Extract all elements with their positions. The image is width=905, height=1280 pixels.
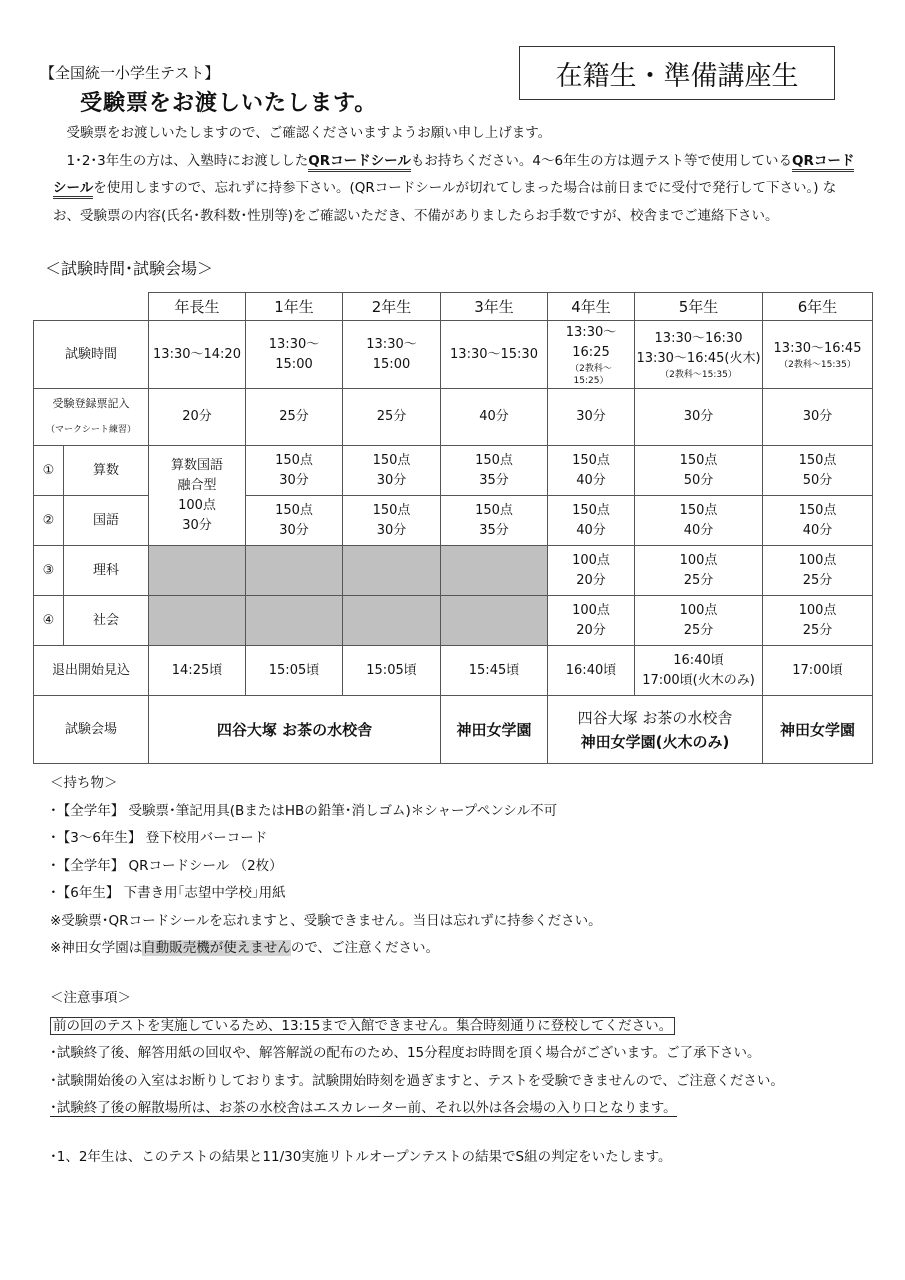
note-item: ･試験終了後の解散場所は、お茶の水校舎はエスカレーター前、それ以外は各会場の入り口となります。 xyxy=(50,1100,677,1116)
grade-header: 年長生 xyxy=(149,293,246,321)
grade-header: 6年生 xyxy=(763,293,873,321)
belonging-item: ･【全学年】 受験票･筆記用具(BまたはHBの鉛筆･消しゴム)＊シャープペンシル不可 xyxy=(50,802,558,819)
exam-time-row xyxy=(34,321,873,389)
vending-highlight: 自動販売機が使えません xyxy=(142,940,291,956)
exam-time-cell: 13:30～ 15:00 xyxy=(343,321,441,389)
note-item: ･試験終了後、解答用紙の回収や、解答解説の配布のため、15分程度お時間を頂く場合がございます。ご了承下さい。 xyxy=(50,1045,761,1061)
score-time-cell: 150点 30分 xyxy=(246,446,343,496)
venue-kinder-to-2: 四谷大塚 お茶の水校舎 xyxy=(149,696,441,764)
subject-name: 算数 xyxy=(64,446,149,496)
subject-number: ② xyxy=(34,496,64,546)
subject-row-science xyxy=(34,546,873,596)
subject-name: 理科 xyxy=(64,546,149,596)
notes-heading: ＜注意事項＞ xyxy=(50,990,131,1006)
shaded-cell xyxy=(149,596,246,646)
page-title: 受験票をお渡しいたします。 xyxy=(80,91,378,116)
registration-time-cell: 30分 xyxy=(763,389,873,446)
grade-header: 3年生 xyxy=(441,293,548,321)
venue-grade6: 神田女学園 xyxy=(763,696,873,764)
subject-number: ③ xyxy=(34,546,64,596)
subject-number: ① xyxy=(34,446,64,496)
belongings-heading: ＜持ち物＞ xyxy=(50,775,118,791)
notes-section xyxy=(50,985,784,1123)
vending-note xyxy=(50,935,602,963)
exam-time-note: （2教科～15:35） xyxy=(779,359,856,370)
intro-text-a: 1･2･3年生の方は、入塾時にお渡しした xyxy=(66,152,309,169)
belonging-item: ※受験票･QRコードシールを忘れますと、受験できません。当日は忘れずに持参ください。 xyxy=(50,912,602,929)
registration-time-cell: 25分 xyxy=(343,389,441,446)
exam-time-cell: 13:30～15:30 xyxy=(441,321,548,389)
qr-sticker-emphasis: QRコードシール xyxy=(53,153,854,200)
score-time-cell: 150点 50分 xyxy=(763,446,873,496)
score-time-cell: 150点 40分 xyxy=(635,496,763,546)
intro-text-b: もお持ちください。4～6年生の方は週テスト等で使用している xyxy=(410,152,793,169)
schedule-table xyxy=(33,292,873,764)
grade-header: 4年生 xyxy=(548,293,635,321)
score-time-cell: 150点 30分 xyxy=(343,446,441,496)
exit-time-row xyxy=(34,646,873,696)
score-time-cell: 150点 40分 xyxy=(548,446,635,496)
exam-time-cell: 13:30～16:30 13:30～16:45(火木) （2教科～15:35） xyxy=(635,321,763,389)
final-note: ･1、2年生は、このテストの結果と11/30実施リトルオープンテストの結果でS組の判定をいたします。 xyxy=(50,1149,672,1165)
exam-time-label: 試験時間 xyxy=(34,321,149,389)
shaded-cell xyxy=(149,546,246,596)
subject-row-math xyxy=(34,446,873,496)
grade-header: 1年生 xyxy=(246,293,343,321)
test-name: 【全国統一小学生テスト】 xyxy=(40,64,220,82)
intro-text-c: を使用しますので、忘れずに持参下さい。(QRコードシールが切れてしまった場合は前日までに受付で発行して下さい。) なお、受験票の内容(氏名･教科数･性別等)をご確認いただき、不備がありましたらお手数ですが、校舎までご連絡下さい。 xyxy=(53,180,837,224)
shaded-cell xyxy=(441,546,548,596)
reg-label: 受験登録票記入 xyxy=(52,397,130,410)
venue-line1: 四谷大塚 お茶の水校舎 xyxy=(577,708,733,727)
reg-sublabel: （マークシート練習） xyxy=(45,425,136,435)
exam-time-cell: 13:30～ 15:00 xyxy=(246,321,343,389)
entry-time-notice: 前の回のテストを実施しているため、13:15まで入館できません。集合時刻通りに登校してください。 xyxy=(50,1017,675,1035)
grade-header: 5年生 xyxy=(635,293,763,321)
exit-time-cell: 14:25頃 xyxy=(149,646,246,696)
venue-line2: 神田女学園(火木のみ) xyxy=(580,732,730,751)
belonging-item: ･【全学年】 QRコードシール （2枚） xyxy=(50,857,283,874)
kinder-combined-cell: 算数国語 融合型 100点 30分 xyxy=(149,446,246,546)
belonging-item: ･【6年生】 下書き用｢志望中学校｣用紙 xyxy=(50,885,286,901)
exam-time-note: （2教科～ 15:25） xyxy=(570,363,612,386)
exit-time-cell: 17:00頃 xyxy=(763,646,873,696)
exit-label: 退出開始見込 xyxy=(34,646,149,696)
score-time-cell: 100点 25分 xyxy=(763,596,873,646)
registration-time-cell: 30分 xyxy=(635,389,763,446)
exam-time-cell: 13:30～ 16:25 （2教科～ 15:25） xyxy=(548,321,635,389)
score-time-cell: 100点 20分 xyxy=(548,596,635,646)
score-time-cell: 150点 35分 xyxy=(441,446,548,496)
venue-row xyxy=(34,696,873,764)
intro-paragraph xyxy=(53,148,863,231)
score-time-cell: 150点 40分 xyxy=(548,496,635,546)
registration-time-cell: 20分 xyxy=(149,389,246,446)
intro-line1: 受験票をお渡しいたしますので、ご確認くださいますようお願い申し上げます。 xyxy=(66,125,552,141)
score-time-cell: 150点 50分 xyxy=(635,446,763,496)
exit-time-cell: 15:05頃 xyxy=(343,646,441,696)
belonging-item: ･【3～6年生】 登下校用バーコード xyxy=(50,830,268,846)
belongings-section xyxy=(50,770,602,963)
grade-header: 2年生 xyxy=(343,293,441,321)
note-item: ･試験開始後の入室はお断りしております。試験開始時刻を過ぎますと、テストを受験できませんので、ご注意ください。 xyxy=(50,1072,784,1089)
exam-time-cell: 13:30～14:20 xyxy=(149,321,246,389)
score-time-cell: 100点 25分 xyxy=(763,546,873,596)
schedule-heading: ＜試験時間･試験会場＞ xyxy=(45,259,214,278)
subject-number: ④ xyxy=(34,596,64,646)
subject-name: 社会 xyxy=(64,596,149,646)
exam-time-cell: 13:30～16:45 （2教科～15:35） xyxy=(763,321,873,389)
registration-time-cell: 30分 xyxy=(548,389,635,446)
venue-label: 試験会場 xyxy=(34,696,149,764)
shaded-cell xyxy=(246,546,343,596)
score-time-cell: 150点 35分 xyxy=(441,496,548,546)
shaded-cell xyxy=(246,596,343,646)
score-time-cell: 100点 25分 xyxy=(635,546,763,596)
exam-time-note: （2教科～15:35） xyxy=(660,369,737,380)
exit-time-cell: 16:40頃 17:00頃(火木のみ) xyxy=(635,646,763,696)
exit-time-cell: 15:05頃 xyxy=(246,646,343,696)
grade-header-row xyxy=(34,293,873,321)
registration-time-cell: 40分 xyxy=(441,389,548,446)
exit-time-cell: 16:40頃 xyxy=(548,646,635,696)
score-time-cell: 150点 40分 xyxy=(763,496,873,546)
registration-label xyxy=(34,389,149,446)
score-time-cell: 100点 20分 xyxy=(548,546,635,596)
score-time-cell: 100点 25分 xyxy=(635,596,763,646)
venue-grade4-5 xyxy=(548,696,763,764)
registration-time-cell: 25分 xyxy=(246,389,343,446)
subject-row-social xyxy=(34,596,873,646)
intro-text xyxy=(53,120,863,230)
shaded-cell xyxy=(343,596,441,646)
score-time-cell: 150点 30分 xyxy=(246,496,343,546)
qr-sticker-emphasis: QRコードシール xyxy=(308,153,411,172)
shaded-cell xyxy=(343,546,441,596)
shaded-cell xyxy=(441,596,548,646)
exit-time-cell: 15:45頃 xyxy=(441,646,548,696)
subject-name: 国語 xyxy=(64,496,149,546)
corner-cell xyxy=(34,293,149,321)
vending-text-b: ので、ご注意ください。 xyxy=(290,940,440,956)
registration-row xyxy=(34,389,873,446)
audience-badge: 在籍生・準備講座生 xyxy=(519,46,835,100)
score-time-cell: 150点 30分 xyxy=(343,496,441,546)
vending-text-a: ※神田女学園は xyxy=(50,940,143,956)
venue-grade3: 神田女学園 xyxy=(441,696,548,764)
